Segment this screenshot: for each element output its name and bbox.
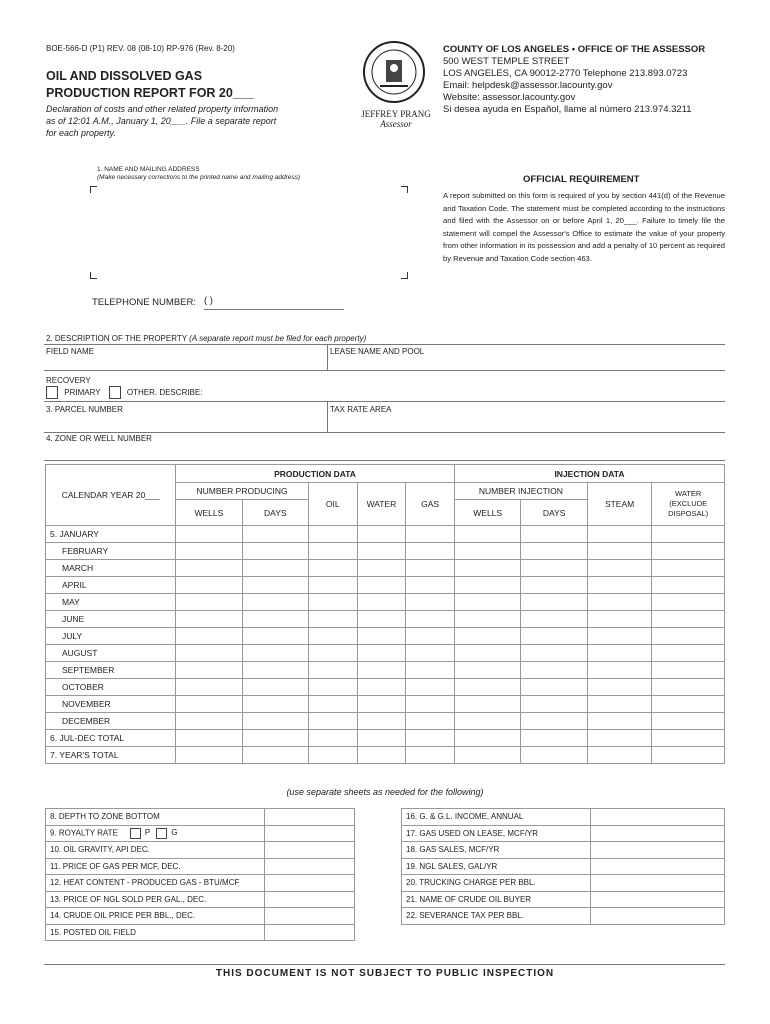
item-value-cell[interactable] <box>265 924 355 941</box>
data-cell[interactable] <box>357 594 406 611</box>
table-row <box>46 645 725 662</box>
data-cell[interactable] <box>454 594 521 611</box>
production-table-body <box>46 526 725 764</box>
data-cell[interactable] <box>176 577 243 594</box>
month-label: 5. JANUARY <box>46 526 176 543</box>
data-cell[interactable] <box>309 747 358 764</box>
data-cell[interactable] <box>176 696 243 713</box>
item-row <box>46 908 355 925</box>
month-label: 6. JUL-DEC TOTAL <box>46 730 176 747</box>
data-cell[interactable] <box>309 645 358 662</box>
table-row <box>46 696 725 713</box>
data-cell[interactable] <box>652 577 725 594</box>
data-cell[interactable] <box>587 679 652 696</box>
data-cell[interactable] <box>357 730 406 747</box>
declaration: Declaration of costs and other related property information as of 12:01 A.M., January 1, 20___. File a separate report for each property. <box>46 104 279 138</box>
footer-notice: THIS DOCUMENT IS NOT SUBJECT TO PUBLIC INSPECTION <box>215 968 555 979</box>
data-cell[interactable] <box>652 679 725 696</box>
data-cell[interactable] <box>176 747 243 764</box>
data-cell[interactable] <box>454 526 521 543</box>
data-cell[interactable] <box>521 645 587 662</box>
table-row <box>46 560 725 577</box>
data-cell[interactable] <box>454 645 521 662</box>
water-header: WATER <box>357 483 406 526</box>
form-title <box>46 68 254 102</box>
data-cell[interactable] <box>309 696 358 713</box>
data-cell[interactable] <box>587 577 652 594</box>
data-cell[interactable] <box>587 713 652 730</box>
data-cell[interactable] <box>521 577 587 594</box>
data-cell[interactable] <box>406 577 455 594</box>
data-cell[interactable] <box>406 594 455 611</box>
zone-input[interactable] <box>190 433 720 446</box>
item-label-text: 10. OIL GRAVITY, API DEC. <box>50 845 150 855</box>
data-cell[interactable] <box>521 662 587 679</box>
month-label: AUGUST <box>46 645 176 662</box>
divider <box>44 460 725 461</box>
data-cell[interactable] <box>357 543 406 560</box>
month-label: APRIL <box>46 577 176 594</box>
item-row <box>46 825 355 842</box>
data-cell[interactable] <box>309 577 358 594</box>
water-inj-line2: (EXCLUDE <box>669 499 708 508</box>
name-address-label: 1. NAME AND MAILING ADDRESS <box>97 166 200 173</box>
data-cell[interactable] <box>242 713 308 730</box>
data-cell[interactable] <box>652 645 725 662</box>
oil-header: OIL <box>309 483 358 526</box>
data-cell[interactable] <box>454 628 521 645</box>
office-spanish: Si desea ayuda en Español, llame al número 213.974.3211 <box>443 104 692 115</box>
data-cell[interactable] <box>454 611 521 628</box>
recovery-label: RECOVERY <box>46 376 91 385</box>
address-corner-br <box>401 272 408 279</box>
water-inj-line3: DISPOSAL) <box>668 509 709 518</box>
office-line2: 500 WEST TEMPLE STREET <box>443 56 570 67</box>
data-cell[interactable] <box>454 747 521 764</box>
data-cell[interactable] <box>521 679 587 696</box>
item-value-cell[interactable] <box>265 858 355 875</box>
table-row <box>46 747 725 764</box>
data-cell[interactable] <box>176 730 243 747</box>
data-cell[interactable] <box>454 560 521 577</box>
item-label-text: 12. HEAT CONTENT - PRODUCED GAS - BTU/MCF <box>50 878 240 888</box>
office-block <box>443 44 705 116</box>
data-cell[interactable] <box>242 628 308 645</box>
item-label: 19. NGL SALES, GAL/YR <box>402 858 591 875</box>
address-corner-tr <box>401 186 408 193</box>
field-name-label: FIELD NAME <box>46 347 95 356</box>
month-label: FEBRUARY <box>46 543 176 560</box>
item-label <box>46 825 265 842</box>
data-cell[interactable] <box>242 560 308 577</box>
item-label <box>46 875 265 892</box>
injection-data-header: INJECTION DATA <box>454 465 724 483</box>
data-cell[interactable] <box>309 543 358 560</box>
data-cell[interactable] <box>652 526 725 543</box>
data-cell[interactable] <box>309 526 358 543</box>
zone-label: 4. ZONE OR WELL NUMBER <box>46 434 152 443</box>
left-items-table <box>45 808 355 941</box>
data-cell[interactable] <box>587 696 652 713</box>
data-cell[interactable] <box>652 662 725 679</box>
divider <box>327 344 328 370</box>
assessor-name: JEFFREY PRANG <box>361 109 431 119</box>
royalty-g-checkbox[interactable] <box>156 828 167 839</box>
county-seal-icon <box>362 40 426 104</box>
name-address-field[interactable] <box>92 194 397 270</box>
item-row <box>46 842 355 859</box>
data-cell[interactable] <box>176 662 243 679</box>
title-line2: PRODUCTION REPORT FOR 20___ <box>46 86 254 100</box>
royalty-p-checkbox[interactable] <box>130 828 141 839</box>
data-cell[interactable] <box>242 645 308 662</box>
data-cell[interactable] <box>242 696 308 713</box>
item-value-cell[interactable] <box>265 809 355 826</box>
month-label: 7. YEAR'S TOTAL <box>46 747 176 764</box>
data-cell[interactable] <box>587 730 652 747</box>
data-cell[interactable] <box>176 679 243 696</box>
data-cell[interactable] <box>521 747 587 764</box>
data-cell[interactable] <box>309 713 358 730</box>
data-cell[interactable] <box>406 611 455 628</box>
data-cell[interactable] <box>652 611 725 628</box>
table-row <box>46 679 725 696</box>
item-value-cell[interactable] <box>591 825 725 842</box>
injection-days-header: DAYS <box>521 500 587 526</box>
divider <box>327 401 328 432</box>
description-heading <box>46 334 366 343</box>
item-label <box>46 858 265 875</box>
data-cell[interactable] <box>521 543 587 560</box>
data-cell[interactable] <box>454 730 521 747</box>
primary-checkbox[interactable] <box>46 386 58 399</box>
item-row <box>46 809 355 826</box>
item-value-cell[interactable] <box>591 891 725 908</box>
data-cell[interactable] <box>176 543 243 560</box>
tax-rate-label: TAX RATE AREA <box>330 405 392 414</box>
item-label <box>46 842 265 859</box>
description-note: (A separate report must be filed for each property) <box>189 334 367 343</box>
data-cell[interactable] <box>406 747 455 764</box>
item-value-cell[interactable] <box>265 842 355 859</box>
data-cell[interactable] <box>454 679 521 696</box>
data-cell[interactable] <box>357 560 406 577</box>
data-cell[interactable] <box>652 747 725 764</box>
divider <box>44 370 725 371</box>
data-cell[interactable] <box>176 628 243 645</box>
data-cell[interactable] <box>521 696 587 713</box>
month-label: SEPTEMBER <box>46 662 176 679</box>
description-label: 2. DESCRIPTION OF THE PROPERTY <box>46 334 187 343</box>
month-label: NOVEMBER <box>46 696 176 713</box>
address-corner-bl <box>90 272 97 279</box>
data-cell[interactable] <box>652 696 725 713</box>
water-injection-header <box>652 483 725 526</box>
item-row <box>402 809 725 826</box>
calendar-year-header: CALENDAR YEAR 20___ <box>46 465 176 526</box>
data-cell[interactable] <box>357 713 406 730</box>
number-injection-header: NUMBER INJECTION <box>454 483 587 500</box>
item-label: 17. GAS USED ON LEASE, MCF/YR <box>402 825 591 842</box>
other-describe-input[interactable] <box>220 386 720 398</box>
data-cell[interactable] <box>454 662 521 679</box>
official-text: A report submitted on this form is required of you by section 441(d) of the Revenue and Taxation Code. The statement must be completed according to the instructions and filed with the Assessor on or before April 1, 20___. Failure to timely file the statement will compel the Assessor's Office to estimate the value of your property from other information in its possession and add a penalty of 10 percent as required by Revenue and Taxation Code section 463. <box>443 191 725 263</box>
royalty-options <box>130 828 178 837</box>
data-cell[interactable] <box>406 713 455 730</box>
right-items-table <box>401 808 725 925</box>
table-row <box>46 713 725 730</box>
divider <box>44 964 725 965</box>
data-cell[interactable] <box>242 577 308 594</box>
data-cell[interactable] <box>309 679 358 696</box>
month-label: OCTOBER <box>46 679 176 696</box>
item-row <box>402 858 725 875</box>
royalty-g-label: G <box>171 828 178 838</box>
data-cell[interactable] <box>406 526 455 543</box>
separate-sheets-note: (use separate sheets as needed for the following) <box>286 787 484 797</box>
month-label: MAY <box>46 594 176 611</box>
data-cell[interactable] <box>587 645 652 662</box>
item-label: 18. GAS SALES, MCF/YR <box>402 842 591 859</box>
recovery-options <box>46 386 202 399</box>
data-cell[interactable] <box>587 747 652 764</box>
data-cell[interactable] <box>242 611 308 628</box>
data-cell[interactable] <box>357 577 406 594</box>
data-cell[interactable] <box>521 611 587 628</box>
steam-header: STEAM <box>587 483 652 526</box>
data-cell[interactable] <box>652 543 725 560</box>
data-cell[interactable] <box>406 679 455 696</box>
title-line1: OIL AND DISSOLVED GAS <box>46 69 203 83</box>
item-label <box>46 809 265 826</box>
other-describe-label: OTHER. DESCRIBE: <box>126 387 203 397</box>
table-row <box>46 628 725 645</box>
item-label: 21. NAME OF CRUDE OIL BUYER <box>402 891 591 908</box>
item-label: 16. G. & G.L. INCOME, ANNUAL <box>402 809 591 826</box>
month-label: MARCH <box>46 560 176 577</box>
data-cell[interactable] <box>587 543 652 560</box>
item-value-cell[interactable] <box>591 908 725 925</box>
data-cell[interactable] <box>176 645 243 662</box>
item-label <box>46 908 265 925</box>
item-label-text: 9. ROYALTY RATE <box>50 828 118 838</box>
month-label: JULY <box>46 628 176 645</box>
item-label <box>46 924 265 941</box>
item-value-cell[interactable] <box>591 875 725 892</box>
data-cell[interactable] <box>406 543 455 560</box>
item-value-cell[interactable] <box>265 908 355 925</box>
data-cell[interactable] <box>454 713 521 730</box>
office-email: Email: helpdesk@assessor.lacounty.gov <box>443 80 613 91</box>
office-line3: LOS ANGELES, CA 90012-2770 Telephone 213.893.0723 <box>443 68 688 79</box>
table-row <box>46 611 725 628</box>
item-row <box>46 875 355 892</box>
data-cell[interactable] <box>242 526 308 543</box>
form-id: BOE-566-D (P1) REV. 08 (08-10) RP-976 (Rev. 8-20) <box>46 44 235 53</box>
table-row <box>46 730 725 747</box>
official-heading: OFFICIAL REQUIREMENT <box>523 174 640 185</box>
parcel-label: 3. PARCEL NUMBER <box>46 405 123 414</box>
field-name-input[interactable] <box>46 356 324 370</box>
item-value-cell[interactable] <box>591 858 725 875</box>
data-cell[interactable] <box>406 645 455 662</box>
data-cell[interactable] <box>587 662 652 679</box>
table-row <box>46 594 725 611</box>
table-row <box>46 526 725 543</box>
item-label-text: 13. PRICE OF NGL SOLD PER GAL., DEC. <box>50 894 207 904</box>
month-label: DECEMBER <box>46 713 176 730</box>
data-cell[interactable] <box>176 526 243 543</box>
table-row <box>46 543 725 560</box>
item-label <box>46 891 265 908</box>
data-cell[interactable] <box>454 696 521 713</box>
producing-wells-header: WELLS <box>176 500 243 526</box>
data-cell[interactable] <box>357 696 406 713</box>
data-cell[interactable] <box>357 628 406 645</box>
data-cell[interactable] <box>357 611 406 628</box>
divider <box>44 401 725 402</box>
producing-days-header: DAYS <box>242 500 308 526</box>
data-cell[interactable] <box>309 662 358 679</box>
lease-name-input[interactable] <box>331 356 723 370</box>
item-row <box>402 891 725 908</box>
name-address-note: (Make necessary corrections to the printed name and mailing address) <box>97 174 301 181</box>
telephone-field[interactable] <box>204 309 344 310</box>
data-cell[interactable] <box>652 594 725 611</box>
data-cell[interactable] <box>242 662 308 679</box>
divider <box>44 344 725 345</box>
item-value-cell[interactable] <box>591 842 725 859</box>
data-cell[interactable] <box>454 577 521 594</box>
data-cell[interactable] <box>587 526 652 543</box>
item-label: 22. SEVERANCE TAX PER BBL. <box>402 908 591 925</box>
item-value-cell[interactable] <box>265 825 355 842</box>
data-cell[interactable] <box>521 526 587 543</box>
table-row <box>46 662 725 679</box>
data-cell[interactable] <box>357 662 406 679</box>
data-cell[interactable] <box>652 730 725 747</box>
gas-header: GAS <box>406 483 455 526</box>
number-producing-header: NUMBER PRODUCING <box>176 483 309 500</box>
item-value-cell[interactable] <box>265 891 355 908</box>
production-data-header: PRODUCTION DATA <box>176 465 455 483</box>
data-cell[interactable] <box>652 560 725 577</box>
data-cell[interactable] <box>242 543 308 560</box>
data-cell[interactable] <box>176 611 243 628</box>
lease-name-label: LEASE NAME AND POOL <box>330 347 425 356</box>
item-row <box>402 908 725 925</box>
item-label-text: 8. DEPTH TO ZONE BOTTOM <box>50 812 160 822</box>
data-cell[interactable] <box>176 560 243 577</box>
data-cell[interactable] <box>176 713 243 730</box>
royalty-p-label: P <box>144 828 151 838</box>
data-cell[interactable] <box>357 526 406 543</box>
office-line1: COUNTY OF LOS ANGELES • OFFICE OF THE ASSESSOR <box>443 44 706 55</box>
address-corner-tl <box>90 186 97 193</box>
data-cell[interactable] <box>521 730 587 747</box>
parcel-input[interactable] <box>46 415 324 431</box>
data-cell[interactable] <box>406 628 455 645</box>
data-cell[interactable] <box>357 645 406 662</box>
telephone-area-code: ( ) <box>204 295 213 306</box>
telephone-label: TELEPHONE NUMBER: <box>92 297 196 308</box>
data-cell[interactable] <box>587 628 652 645</box>
item-label-text: 11. PRICE OF GAS PER MCF, DEC. <box>50 861 181 871</box>
item-row <box>402 842 725 859</box>
data-cell[interactable] <box>309 560 358 577</box>
other-checkbox[interactable] <box>109 386 121 399</box>
data-cell[interactable] <box>309 730 358 747</box>
item-label: 20. TRUCKING CHARGE PER BBL. <box>402 875 591 892</box>
item-label-text: 15. POSTED OIL FIELD <box>50 927 136 937</box>
water-inj-line1: WATER <box>675 489 702 498</box>
data-cell[interactable] <box>454 543 521 560</box>
injection-wells-header: WELLS <box>454 500 521 526</box>
data-cell[interactable] <box>242 679 308 696</box>
data-cell[interactable] <box>242 747 308 764</box>
data-cell[interactable] <box>521 628 587 645</box>
data-cell[interactable] <box>652 713 725 730</box>
data-cell[interactable] <box>521 594 587 611</box>
data-cell[interactable] <box>309 611 358 628</box>
production-table <box>45 464 725 764</box>
item-row <box>402 875 725 892</box>
data-cell[interactable] <box>309 594 358 611</box>
item-row <box>46 858 355 875</box>
item-value-cell[interactable] <box>591 809 725 826</box>
item-label-text: 14. CRUDE OIL PRICE PER BBL., DEC. <box>50 911 196 921</box>
data-cell[interactable] <box>406 662 455 679</box>
month-label: JUNE <box>46 611 176 628</box>
item-value-cell[interactable] <box>265 875 355 892</box>
primary-label: PRIMARY <box>64 387 101 397</box>
data-cell[interactable] <box>587 594 652 611</box>
data-cell[interactable] <box>406 560 455 577</box>
item-row <box>46 891 355 908</box>
data-cell[interactable] <box>357 747 406 764</box>
data-cell[interactable] <box>406 730 455 747</box>
table-row <box>46 577 725 594</box>
office-website: Website: assessor.lacounty.gov <box>443 92 576 103</box>
data-cell[interactable] <box>242 594 308 611</box>
assessor-title: Assessor <box>380 119 412 129</box>
data-cell[interactable] <box>587 560 652 577</box>
tax-rate-input[interactable] <box>331 415 723 431</box>
data-cell[interactable] <box>357 679 406 696</box>
data-cell[interactable] <box>652 628 725 645</box>
item-row <box>46 924 355 941</box>
item-row <box>402 825 725 842</box>
data-cell[interactable] <box>242 730 308 747</box>
data-cell[interactable] <box>521 713 587 730</box>
data-cell[interactable] <box>587 611 652 628</box>
data-cell[interactable] <box>406 696 455 713</box>
data-cell[interactable] <box>309 628 358 645</box>
data-cell[interactable] <box>521 560 587 577</box>
data-cell[interactable] <box>176 594 243 611</box>
